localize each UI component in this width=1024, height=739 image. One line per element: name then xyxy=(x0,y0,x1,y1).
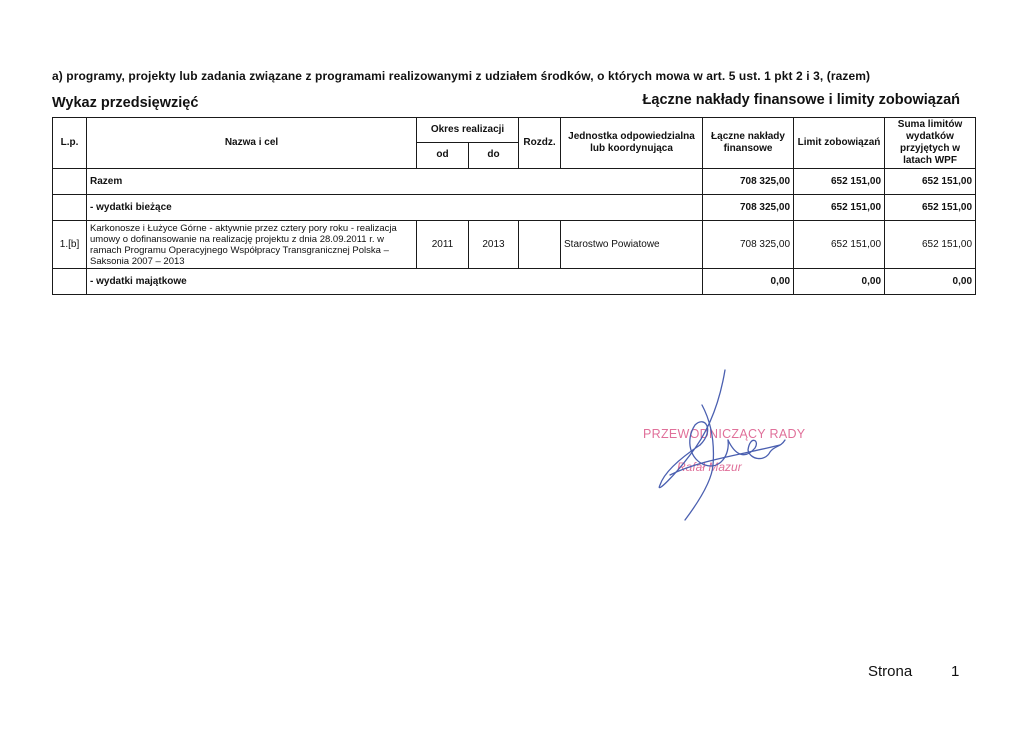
col-to: do xyxy=(469,142,519,168)
project-lp: 1.[b] xyxy=(53,221,87,269)
col-sum: Suma limitów wydatków przyjętych w latach WPF xyxy=(885,118,976,169)
section-subtitle: a) programy, projekty lub zadania związane z programami realizowanymi z udziałem środków, o których mowa w art. 5 ust. 1 pkt 2 i 3, (razem) xyxy=(52,69,871,83)
project-from: 2011 xyxy=(417,221,469,269)
razem-label: Razem xyxy=(87,169,703,195)
project-total: 708 325,00 xyxy=(703,221,794,269)
col-from: od xyxy=(417,142,469,168)
page-number: 1 xyxy=(951,663,960,680)
col-limit: Limit zobowiązań xyxy=(794,118,885,169)
razem-lp-cell xyxy=(53,169,87,195)
project-to: 2013 xyxy=(469,221,519,269)
row-project xyxy=(53,221,976,269)
section-title-right: Łączne nakłady finansowe i limity zobowiązań xyxy=(642,92,960,108)
stamp-name: Rafał Mazur xyxy=(677,460,742,474)
majatkowe-lp-cell xyxy=(53,269,87,295)
majatkowe-limit: 0,00 xyxy=(794,269,885,295)
col-rozdz: Rozdz. xyxy=(519,118,561,169)
col-total: Łączne nakłady finansowe xyxy=(703,118,794,169)
majatkowe-total: 0,00 xyxy=(703,269,794,295)
biezace-sum: 652 151,00 xyxy=(885,195,976,221)
col-lp: L.p. xyxy=(53,118,87,169)
project-sum: 652 151,00 xyxy=(885,221,976,269)
col-unit: Jednostka odpowiedzialna lub koordynująca xyxy=(561,118,703,169)
majatkowe-sum: 0,00 xyxy=(885,269,976,295)
biezace-lp-cell xyxy=(53,195,87,221)
row-majatkowe xyxy=(53,269,976,295)
page-label: Strona xyxy=(868,663,913,680)
row-biezace xyxy=(53,195,976,221)
row-razem xyxy=(53,169,976,195)
razem-limit: 652 151,00 xyxy=(794,169,885,195)
col-name: Nazwa i cel xyxy=(87,118,417,169)
biezace-total: 708 325,00 xyxy=(703,195,794,221)
section-title-left: Wykaz przedsięwzięć xyxy=(52,95,199,111)
project-rozdz xyxy=(519,221,561,269)
stamp-title: PRZEWODNICZĄCY RADY xyxy=(643,427,806,441)
project-limit: 652 151,00 xyxy=(794,221,885,269)
biezace-limit: 652 151,00 xyxy=(794,195,885,221)
projects-table xyxy=(52,117,976,295)
razem-sum: 652 151,00 xyxy=(885,169,976,195)
project-name: Karkonosze i Łużyce Górne - aktywnie przez cztery pory roku - realizacja umowy o dofinansowanie na realizację projektu z dnia 28.09.2011 r. w ramach Programu Operacyjnego Współpracy Transgranicznej Polska – Saksonia 2007 – 2013 xyxy=(87,221,417,269)
project-unit: Starostwo Powiatowe xyxy=(561,221,703,269)
header-row-1 xyxy=(53,118,976,143)
signature-icon xyxy=(630,360,800,530)
biezace-label: - wydatki bieżące xyxy=(87,195,703,221)
razem-total: 708 325,00 xyxy=(703,169,794,195)
majatkowe-label: - wydatki majątkowe xyxy=(87,269,703,295)
col-period: Okres realizacji xyxy=(417,118,519,143)
